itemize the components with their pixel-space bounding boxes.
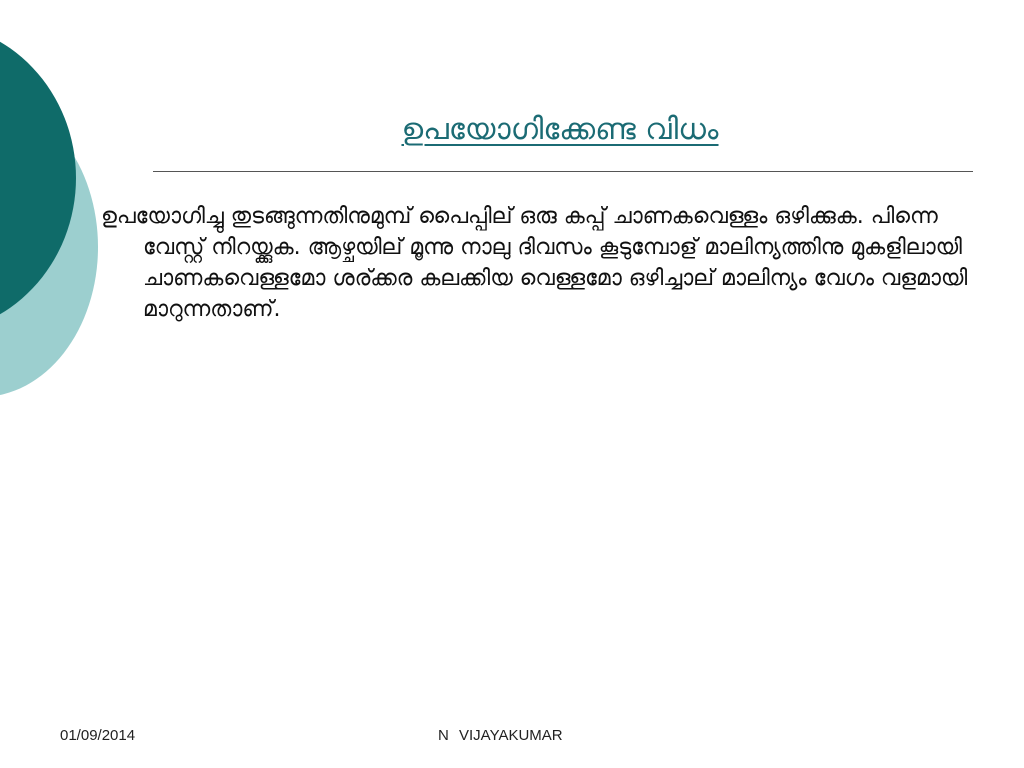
footer-date: 01/09/2014 bbox=[60, 727, 136, 744]
slide-body-text: ഉപയോഗിച്ചു തുടങ്ങുന്നതിനുമുമ്പ് പൈപ്പില് ഒരു കപ്പ് ചാണകവെള്ളം ഒഴിക്കുക. പിന്നെ വേസ്റ്റ് നിറയ്ക്കുക. ആഴ്ചയില് മൂന്നു നാലു ദിവസം കൂടുമ്പോള് മാലിന്യത്തിനു മുകളിലായി ചാണകവെള്ളമോ ശര്ക്കര കലക്കിയ വെള്ളമോ ഒഴിച്ചാല് മാലിന്യം വേഗം വളമായി മാറുന്നതാണ്. bbox=[101, 204, 968, 322]
footer-author: N VIJAYAKUMAR bbox=[438, 727, 563, 744]
slide-title: ഉപയോഗിക്കേണ്ട വിധം bbox=[401, 112, 719, 147]
title-divider bbox=[153, 171, 973, 172]
